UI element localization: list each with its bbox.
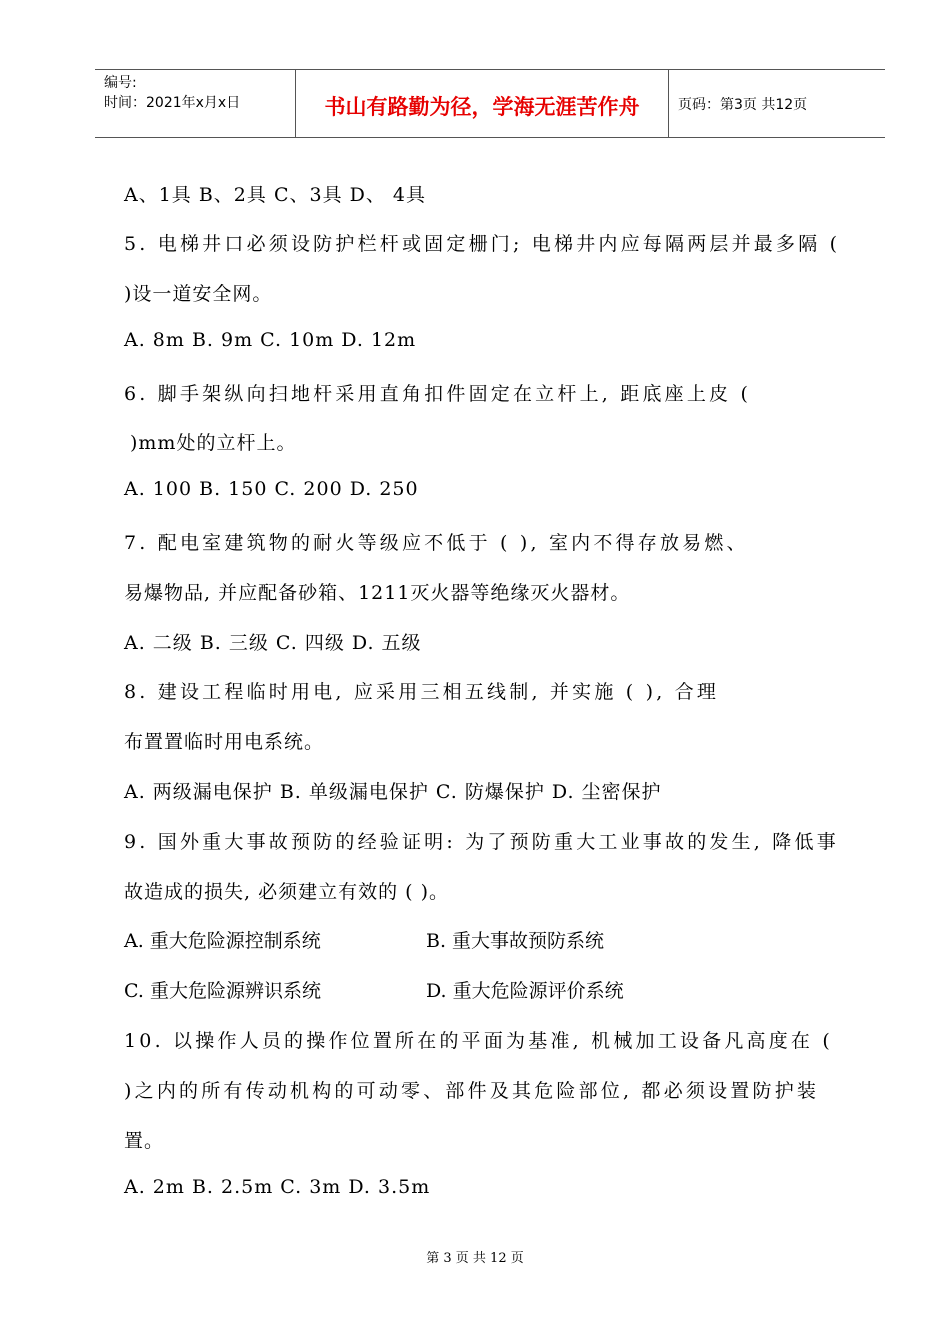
question-9-option-a: A. 重大危险源控制系统 [124,930,321,952]
question-8-options: A. 两级漏电保护 B. 单级漏电保护 C. 防爆保护 D. 尘密保护 [124,781,662,803]
question-6-text-line1: 6. 脚手架纵向扫地杆采用直角扣件固定在立杆上, 距底座上皮 ( [124,383,752,405]
header-motto-cell [295,70,669,137]
header-info-cell [95,70,295,137]
document-time-label: 时间：2021年x月x日 [104,95,241,111]
document-number-label: 编号: [104,75,137,91]
question-6-options: A. 100 B. 150 C. 200 D. 250 [124,478,419,500]
question-5-text-line2: )设一道安全网。 [124,283,273,305]
question-10-text-line3: 置。 [124,1130,165,1152]
question-8-text-line1: 8. 建设工程临时用电, 应采用三相五线制, 并实施 ( ), 合理 [124,681,720,703]
page-header [95,69,885,138]
question-9-text-line1: 9. 国外重大事故预防的经验证明: 为了预防重大工业事故的发生, 降低事 [124,831,839,853]
header-motto: 书山有路勤为径，学海无涯苦作舟 [324,95,640,119]
question-9-option-b: B. 重大事故预防系统 [426,930,605,952]
question-7-options: A. 二级 B. 三级 C. 四级 D. 五级 [124,632,422,654]
question-7-text-line1: 7. 配电室建筑物的耐火等级应不低于 ( ), 室内不得存放易燃、 [124,532,749,554]
page-footer: 第 3 页 共 12 页 [426,1251,524,1266]
question-5-text-line1: 5. 电梯井口必须设防护栏杆或固定栅门; 电梯井内应每隔两层并最多隔 ( [124,233,841,255]
question-10-options: A. 2m B. 2.5m C. 3m D. 3.5m [124,1176,431,1198]
question-9-text-line2: 故造成的损失, 必须建立有效的 ( )。 [124,881,449,903]
question-10-text-line1: 10. 以操作人员的操作位置所在的平面为基准, 机械加工设备凡高度在 ( [124,1030,833,1052]
question-7-text-line2: 易爆物品, 并应配备砂箱、1211灭火器等绝缘灭火器材。 [124,582,631,604]
header-page-cell [668,70,885,137]
question-9-option-c: C. 重大危险源辨识系统 [124,980,321,1002]
question-8-text-line2: 布置置临时用电系统。 [124,731,325,753]
question-6-text-line2: )mm处的立杆上。 [130,432,297,454]
question-5-options: A. 8m B. 9m C. 10m D. 12m [124,329,417,351]
header-page-label: 页码：第3页 共12页 [678,97,808,113]
question-9-option-d: D. 重大危险源评价系统 [426,980,624,1002]
question-4-options: A、1具 B、2具 C、3具 D、 4具 [124,184,426,206]
question-10-text-line2: )之内的所有传动机构的可动零、部件及其危险部位, 都必须设置防护装 [124,1080,820,1102]
